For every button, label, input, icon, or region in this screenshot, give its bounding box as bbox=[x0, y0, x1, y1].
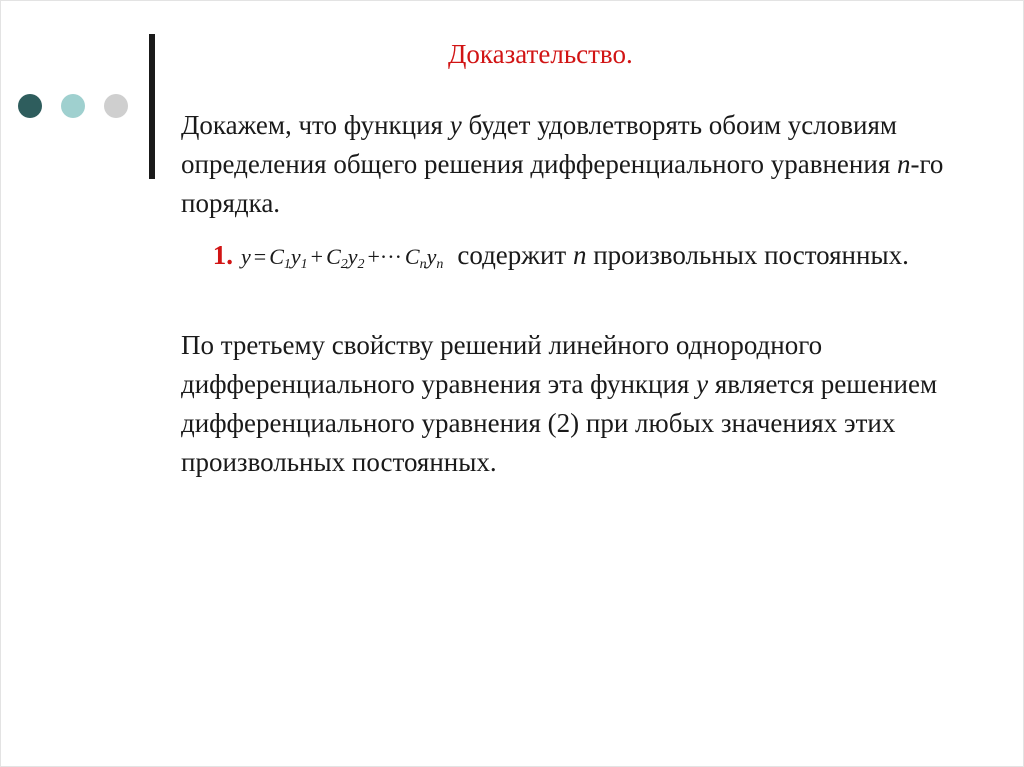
paragraph-1 bbox=[181, 106, 1023, 223]
p2-text-a: содержит bbox=[457, 240, 573, 270]
slide-title: Доказательство. bbox=[448, 39, 633, 69]
paragraph-2 bbox=[181, 236, 909, 284]
formula-c1: C bbox=[269, 244, 284, 269]
decorative-dot-teal bbox=[61, 94, 85, 118]
formula-c1-sub: 1 bbox=[283, 257, 291, 272]
formula-cn: C bbox=[404, 244, 420, 269]
paragraph-3 bbox=[181, 326, 1023, 482]
p3-text-a: По третьему свойству решений линейного однородного дифференциального уравнения эта функция bbox=[181, 330, 823, 399]
item-number: 1. bbox=[212, 240, 233, 270]
p1-text-b: будет удовлетворять обоим условиям определения общего решения дифференциального уравнения bbox=[181, 110, 897, 179]
formula-y1: y bbox=[290, 244, 301, 269]
formula-y2: y bbox=[347, 244, 358, 269]
formula-yn-sub: n bbox=[436, 257, 444, 272]
decorative-dot-gray bbox=[104, 94, 128, 118]
p1-var-y: y bbox=[449, 110, 462, 140]
formula-cn-sub: n bbox=[419, 257, 427, 272]
p1-text-a: Докажем, что функция bbox=[181, 110, 450, 140]
formula-plus-dots: +··· bbox=[367, 244, 402, 269]
formula-y1-sub: 1 bbox=[300, 257, 308, 272]
p2-var-n: n bbox=[572, 240, 587, 270]
vertical-divider bbox=[149, 34, 155, 179]
p3-var-y: y bbox=[696, 369, 709, 399]
decorative-dot-dark bbox=[18, 94, 42, 118]
formula-yn: y bbox=[426, 244, 437, 269]
p1-text-c: -го порядка. bbox=[181, 149, 944, 218]
formula-c2: C bbox=[326, 244, 341, 269]
general-solution-formula bbox=[241, 244, 444, 272]
formula-y2-sub: 2 bbox=[357, 257, 365, 272]
p2-text-b: произвольных постоянных. bbox=[586, 240, 909, 270]
formula-plus-1: + bbox=[310, 244, 324, 269]
p3-text-b: является решением дифференциального уравнения (2) при любых значениях этих произвольных постоянных. bbox=[181, 369, 938, 477]
formula-c2-sub: 2 bbox=[340, 257, 348, 272]
formula-equals: = bbox=[253, 244, 267, 269]
p1-var-n: n bbox=[897, 149, 911, 179]
formula-y: y bbox=[241, 244, 251, 269]
